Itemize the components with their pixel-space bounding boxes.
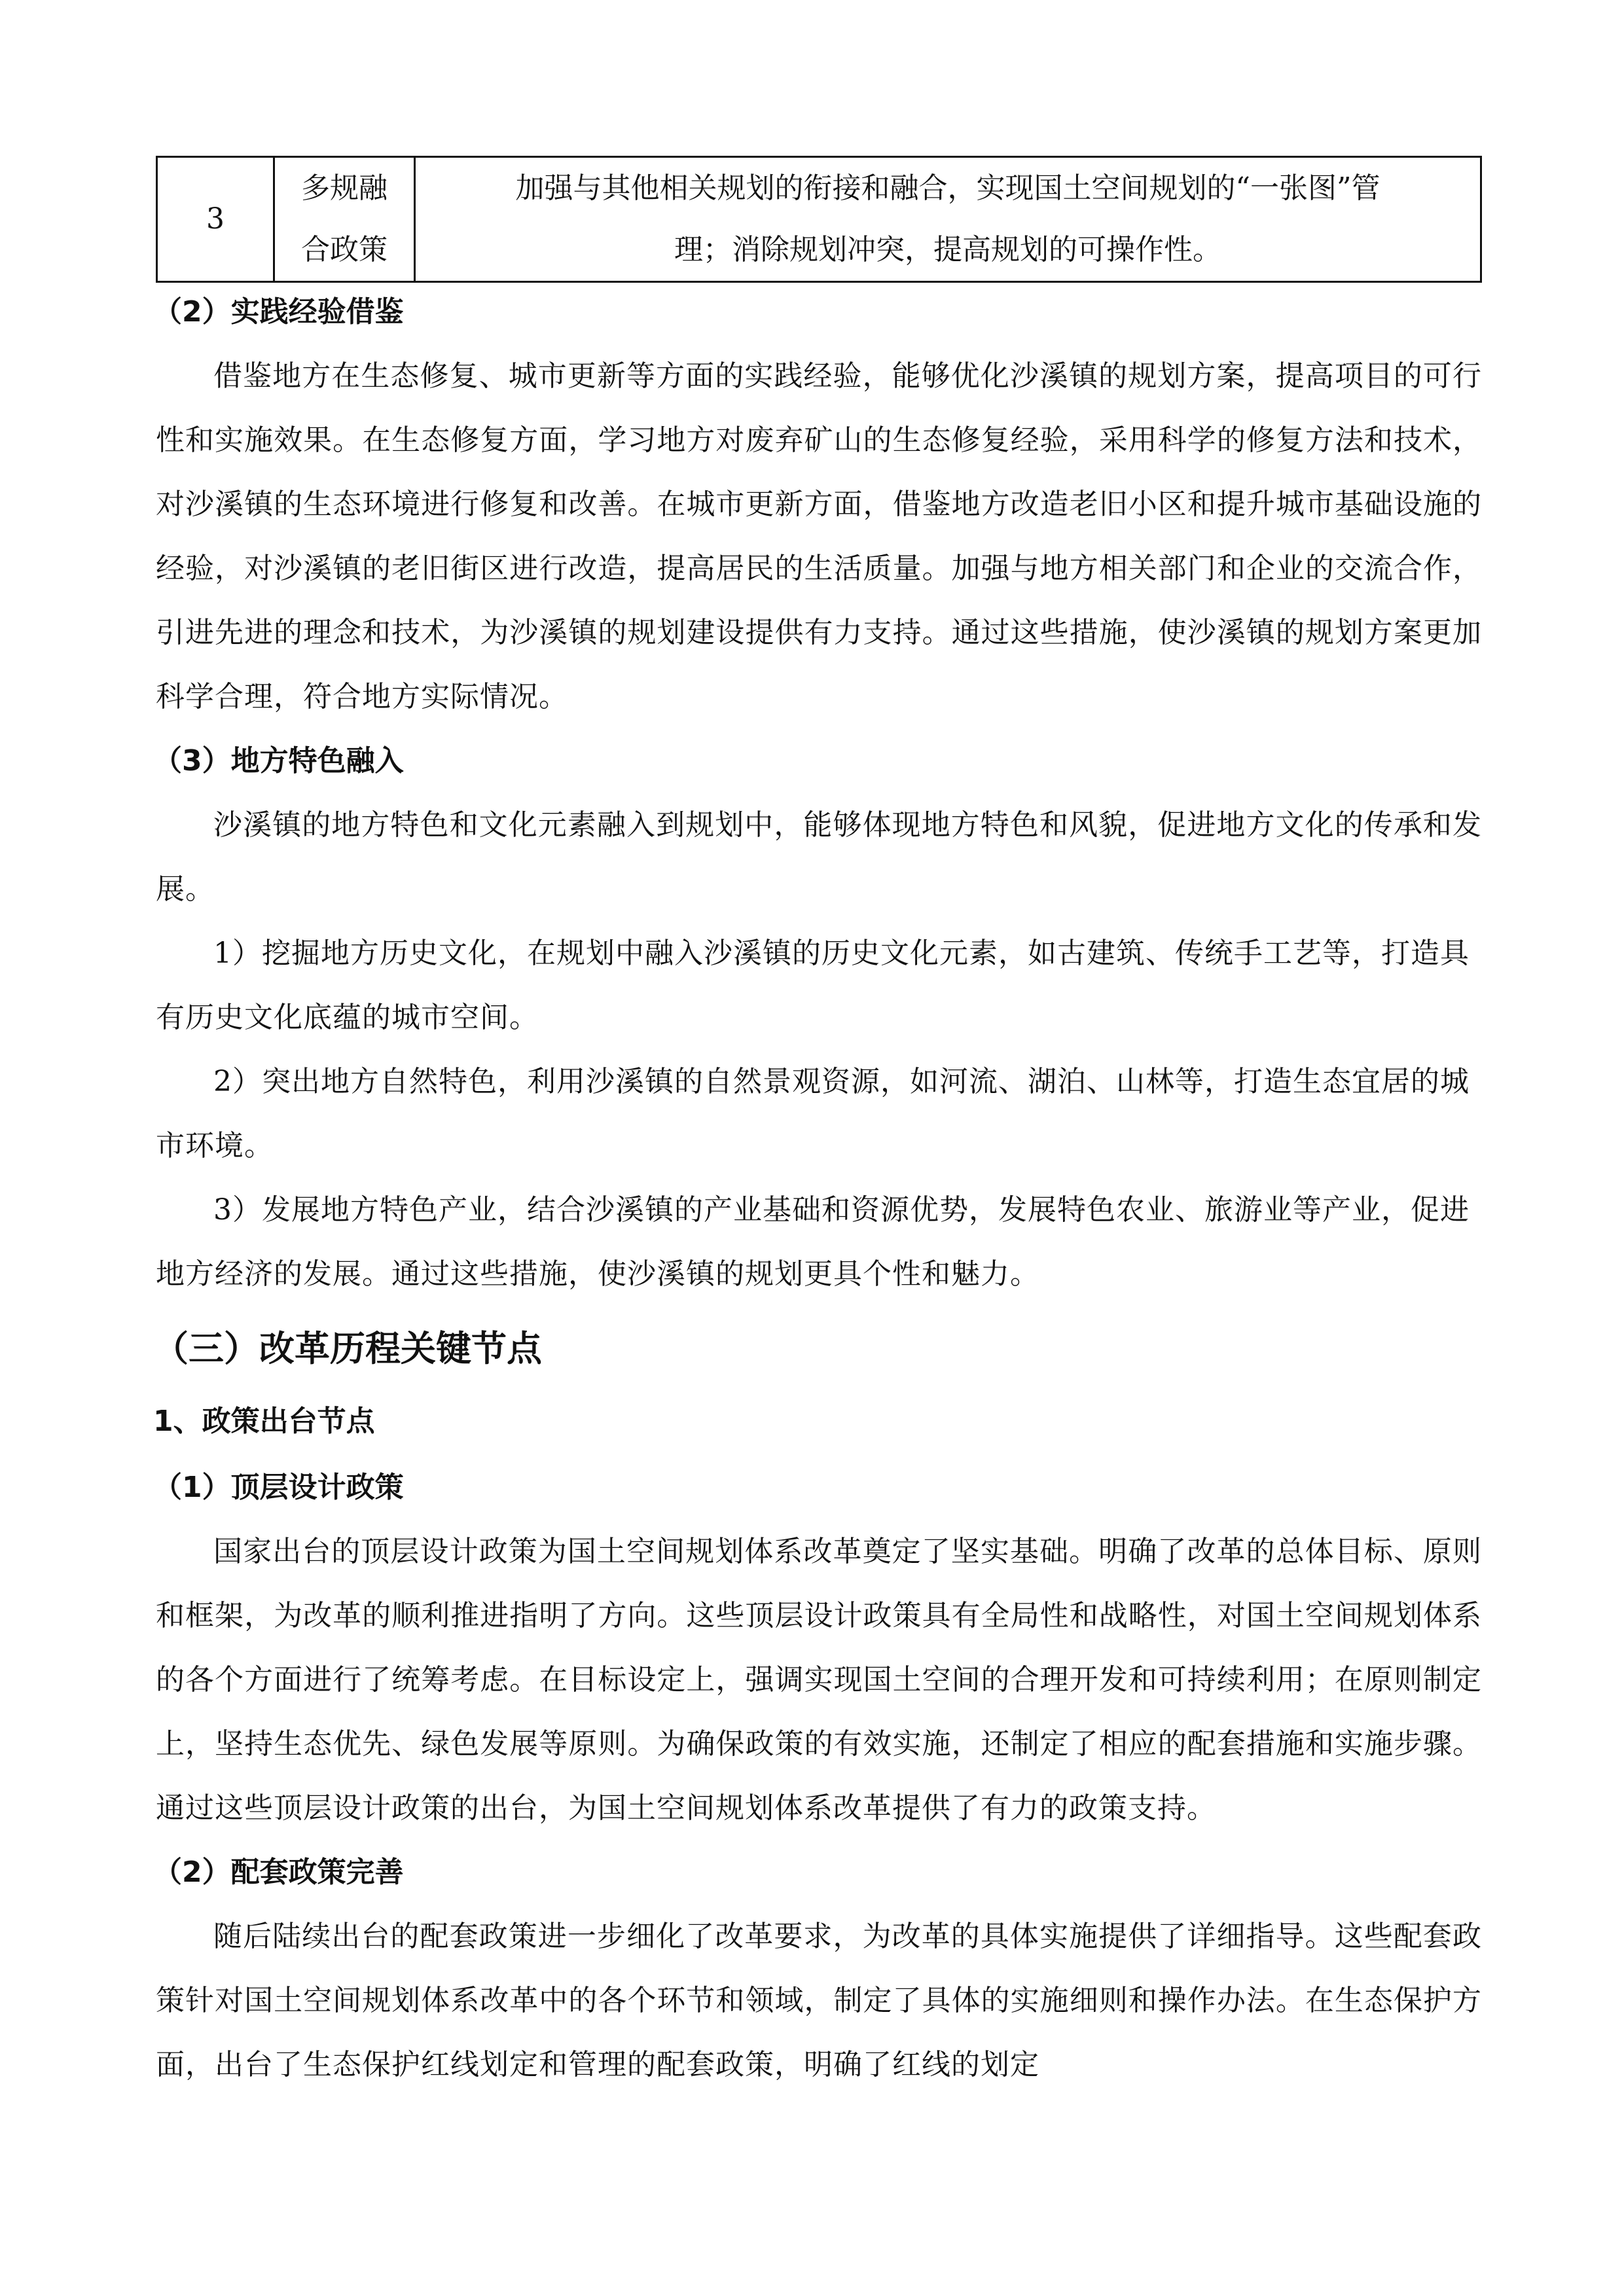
list-item: 2）突出地方自然特色，利用沙溪镇的自然景观资源，如河流、湖泊、山林等，打造生态宜居的城市环境。: [156, 1065, 1470, 1162]
policy-description-cell: [415, 157, 1481, 282]
paragraph-practice: 借鉴地方在生态修复、城市更新等方面的实践经验，能够优化沙溪镇的规划方案，提高项目的可行性和实施效果。在生态修复方面，学习地方对废弃矿山的生态修复经验，采用科学的修复方法和技术，对沙溪镇的生态环境进行修复和改善。在城市更新方面，借鉴地方改造老旧小区和提升城市基础设施的经验，对沙溪镇的老旧街区进行改造，提高居民的生活质量。加强与地方相关部门和企业的交流合作，引进先进的理念和技术，为沙溪镇的规划建设提供有力支持。通过这些措施，使沙溪镇的规划方案更加科学合理，符合地方实际情况。: [156, 359, 1482, 713]
paragraph-local-intro: 沙溪镇的地方特色和文化元素融入到规划中，能够体现地方特色和风貌，促进地方文化的传承和发展。: [156, 808, 1482, 906]
heading-practice: （2）实践经验借鉴: [153, 295, 404, 329]
document-page: [153, 0, 1482, 2296]
heading-supporting-policy: （2）配套政策完善: [153, 1856, 404, 1889]
policy-name-line: 合政策: [301, 233, 388, 266]
list-item: 1）挖掘地方历史文化，在规划中融入沙溪镇的历史文化元素，如古建筑、传统手工艺等，打造具有历史文化底蕴的城市空间。: [156, 937, 1470, 1034]
paragraph-top-design: 国家出台的顶层设计政策为国土空间规划体系改革奠定了坚实基础。明确了改革的总体目标、原则和框架，为改革的顺利推进指明了方向。这些顶层设计政策具有全局性和战略性，对国土空间规划体系的各个方面进行了统筹考虑。在目标设定上，强调实现国土空间的合理开发和可持续利用；在原则制定上，坚持生态优先、绿色发展等原则。为确保政策的有效实施，还制定了相应的配套措施和实施步骤。通过这些顶层设计政策的出台，为国土空间规划体系改革提供了有力的政策支持。: [156, 1535, 1482, 1825]
policy-name-cell: [274, 157, 415, 282]
section-heading-reform: （三）改革历程关键节点: [153, 1328, 542, 1369]
policy-description-line: 加强与其他相关规划的衔接和融合，实现国土空间规划的“一张图”管: [515, 171, 1380, 205]
policy-name-line: 多规融: [301, 171, 388, 205]
policy-table: [156, 156, 1482, 283]
heading-top-design: （1）顶层设计政策: [153, 1471, 404, 1504]
body-content: [153, 280, 1482, 2097]
row-number: 3: [157, 157, 274, 282]
heading-policy-nodes: 1、政策出台节点: [153, 1405, 375, 1438]
heading-local-features: （3）地方特色融入: [153, 744, 404, 778]
list-item: 3）发展地方特色产业，结合沙溪镇的产业基础和资源优势，发展特色农业、旅游业等产业，促进地方经济的发展。通过这些措施，使沙溪镇的规划更具个性和魅力。: [156, 1193, 1470, 1291]
table-row: [157, 157, 1481, 282]
policy-description-line: 理；消除规划冲突，提高规划的可操作性。: [674, 233, 1221, 266]
paragraph-supporting-policy: 随后陆续出台的配套政策进一步细化了改革要求，为改革的具体实施提供了详细指导。这些配套政策针对国土空间规划体系改革中的各个环节和领域，制定了具体的实施细则和操作办法。在生态保护方面，出台了生态保护红线划定和管理的配套政策，明确了红线的划定: [156, 1920, 1482, 2081]
